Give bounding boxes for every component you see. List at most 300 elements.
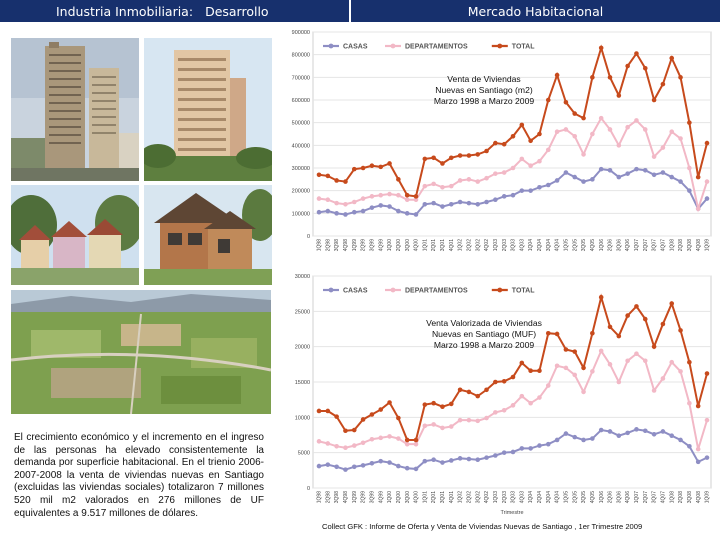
y-tick-label: 500000 [291,120,310,127]
data-point-casas [326,462,331,467]
data-point-total [678,328,683,333]
data-point-casas [352,210,357,215]
x-tick-label: 3Q02 [475,491,482,504]
x-tick-label: 4Q00 [413,491,420,504]
data-point-total [502,142,507,147]
section-right-title: Mercado Habitacional [467,3,604,19]
header-left [0,0,349,22]
x-tick-label: 1Q03 [492,239,499,252]
data-point-total [502,379,507,384]
x-tick-label: 2Q00 [395,239,402,252]
data-point-departamentos [661,145,666,150]
data-point-casas [652,173,657,178]
data-point-total [343,428,348,433]
data-point-total [440,161,445,166]
data-point-total [537,132,542,137]
data-point-total [449,402,454,407]
x-tick-label: 1Q08 [669,239,676,252]
data-point-departamentos [590,132,595,137]
data-point-casas [634,167,639,172]
data-point-departamentos [687,166,692,171]
data-point-departamentos [458,178,463,183]
data-point-departamentos [599,116,604,121]
x-tick-label: 1Q09 [704,239,711,252]
data-point-departamentos [669,129,674,134]
data-point-total [669,56,674,61]
data-point-casas [546,183,551,188]
x-tick-label: 2Q98 [325,491,332,504]
data-point-casas [608,168,613,173]
x-tick-label: 3Q04 [545,491,552,504]
x-tick-label: 2Q06 [607,491,614,504]
x-tick-label: 1Q06 [598,491,605,504]
data-point-total [520,361,525,366]
data-point-departamentos [484,176,489,181]
data-point-casas [334,465,339,470]
x-tick-label: 3Q01 [440,491,447,504]
data-point-departamentos [599,349,604,354]
data-point-departamentos [511,166,516,171]
data-point-departamentos [546,383,551,388]
data-point-total [564,100,569,105]
x-tick-label: 4Q03 [519,491,526,504]
data-point-total [352,428,357,433]
data-point-casas [669,175,674,180]
data-point-casas [555,438,560,443]
data-point-total [687,360,692,365]
y-tick-label: 15000 [294,380,310,386]
data-point-total [414,194,419,199]
x-axis-label: Trimestre [500,510,524,516]
y-tick-label: 5000 [297,450,310,457]
x-tick-label: 3Q04 [545,239,552,252]
plot-frame [313,32,711,236]
data-point-casas [343,467,348,472]
chart-title-line: Venta Valorizada de Viviendas [426,318,542,328]
data-point-total [643,317,648,322]
x-tick-label: 3Q05 [581,491,588,504]
data-point-casas [326,209,331,214]
data-point-casas [581,438,586,443]
body-paragraph: El crecimiento económico y el incremento en el ingreso de las personas ha elevado consistentemente la demanda por superficie habitacional. En el trienio 2006-2007-2008 la venta de viviendas nuevas en Santiago (excluidas las viviendas sociales) totalizaron 7 millones 520 mil m2 valorados en 276 millones de UF equivalentes a 9.517 millones de dólares. [14,432,264,519]
x-tick-label: 1Q02 [457,239,464,252]
x-tick-label: 3Q00 [404,491,411,504]
data-point-total [361,166,366,171]
x-tick-label: 2Q98 [325,239,332,252]
data-point-departamentos [652,154,657,159]
x-tick-label: 3Q07 [651,491,658,504]
x-tick-label: 1Q00 [387,491,394,504]
data-point-casas [625,171,630,176]
data-point-casas [705,196,710,201]
data-point-total [431,156,436,161]
y-tick-label: 25000 [294,309,310,316]
x-tick-label: 1Q04 [528,238,535,252]
data-point-departamentos [634,351,639,356]
data-point-casas [669,433,674,438]
data-point-casas [378,203,383,208]
x-tick-label: 1Q01 [422,239,429,252]
data-point-casas [484,455,489,460]
data-point-casas [317,210,322,215]
data-point-departamentos [361,196,366,201]
x-tick-label: 2Q05 [572,491,579,504]
legend-marker-total [497,44,502,49]
data-point-casas [678,438,683,443]
x-tick-label: 4Q02 [484,491,491,504]
data-point-casas [528,446,533,451]
data-point-departamentos [546,148,551,153]
legend-label-total: TOTAL [511,287,535,295]
x-tick-label: 3Q06 [616,491,623,504]
photo-brick-house [144,185,272,285]
data-point-casas [590,177,595,182]
data-point-total [528,368,533,373]
y-tick-label: 10000 [294,415,310,422]
data-point-total [493,380,498,385]
legend-marker-casas [329,44,334,49]
x-tick-label: 1Q99 [351,491,358,504]
data-point-casas [352,465,357,470]
data-point-departamentos [528,163,533,168]
x-tick-label: 1Q08 [669,491,676,504]
data-point-departamentos [669,360,674,365]
data-point-departamentos [661,376,666,381]
chart-title-line: Venta de Viviendas [447,74,521,84]
data-point-total [370,163,375,168]
x-tick-label: 3Q06 [616,239,623,252]
legend-marker-casas [329,288,334,293]
data-point-total [652,344,657,349]
data-point-total [625,64,630,69]
data-point-casas [493,197,498,202]
data-point-total [555,332,560,337]
data-point-departamentos [617,143,622,148]
data-point-departamentos [431,422,436,427]
x-tick-label: 2Q08 [678,491,685,504]
data-point-casas [634,427,639,432]
photo-aerial-suburb [11,290,271,414]
data-point-departamentos [326,441,331,446]
section-subtitle: Desarrollo [205,3,269,19]
data-point-total [661,322,666,327]
data-point-departamentos [678,369,683,374]
data-point-total [696,404,701,409]
data-point-total [493,141,498,146]
legend-marker-departamentos [391,44,396,49]
data-point-casas [449,202,454,207]
data-point-casas [564,431,569,436]
data-point-departamentos [326,197,331,202]
x-tick-label: 3Q00 [404,239,411,252]
data-point-departamentos [511,403,516,408]
data-point-casas [625,431,630,436]
data-point-total [590,75,595,80]
x-tick-label: 2Q04 [537,491,544,504]
data-point-total [687,120,692,125]
photo-townhouses [11,185,139,285]
data-point-total [696,175,701,180]
data-point-departamentos [581,152,586,157]
data-point-total [458,387,463,392]
x-tick-label: 1Q98 [316,239,323,252]
y-tick-label: 0 [306,486,310,492]
data-point-total [334,414,339,419]
data-point-total [484,387,489,392]
data-point-total [343,179,348,184]
data-point-departamentos [564,366,569,371]
data-point-casas [370,205,375,210]
data-point-total [537,368,542,373]
x-tick-label: 4Q02 [484,239,491,252]
data-point-total [705,141,710,146]
x-tick-label: 2Q07 [642,239,649,252]
legend-label-departamentos: DEPARTAMENTOS [405,43,468,51]
data-point-casas [387,460,392,465]
y-tick-label: 30000 [294,274,310,280]
x-tick-label: 4Q06 [625,239,632,252]
data-point-departamentos [502,170,507,175]
data-point-total [423,157,428,162]
y-tick-label: 800000 [291,52,310,59]
photo-highrise-building [144,38,272,181]
data-point-casas [678,179,683,184]
data-point-total [475,152,480,157]
data-point-departamentos [555,129,560,134]
data-point-total [599,46,604,51]
data-point-casas [343,212,348,217]
x-tick-label: 4Q04 [554,491,561,504]
data-point-departamentos [370,194,375,199]
data-point-departamentos [458,418,463,423]
data-point-departamentos [520,157,525,162]
data-point-casas [537,443,542,448]
data-point-casas [414,467,419,472]
data-point-casas [361,209,366,214]
y-tick-label: 300000 [291,166,310,172]
data-point-casas [696,460,701,465]
x-tick-label: 4Q03 [519,239,526,252]
data-point-departamentos [564,127,569,132]
data-point-departamentos [440,185,445,190]
data-point-casas [572,435,577,440]
x-tick-label: 2Q00 [395,491,402,504]
data-point-total [546,331,551,336]
data-point-total [423,402,428,407]
data-point-departamentos [696,207,701,212]
data-point-casas [317,464,322,469]
data-point-departamentos [502,408,507,413]
x-tick-label: 3Q98 [334,239,341,252]
data-point-departamentos [634,118,639,123]
x-tick-label: 4Q08 [695,239,702,252]
data-point-total [378,407,383,412]
legend-marker-total [497,288,502,293]
data-point-departamentos [572,373,577,378]
data-point-casas [599,167,604,172]
data-point-departamentos [625,359,630,364]
x-tick-label: 3Q08 [686,491,693,504]
data-point-casas [502,450,507,455]
x-tick-label: 4Q08 [695,491,702,504]
data-point-casas [555,178,560,183]
data-point-casas [440,204,445,209]
x-tick-label: 1Q05 [563,491,570,504]
data-point-departamentos [378,193,383,198]
data-point-departamentos [572,134,577,139]
data-point-total [414,438,419,443]
data-point-total [361,417,366,422]
data-point-casas [414,212,419,217]
x-tick-label: 1Q03 [492,491,499,504]
data-point-casas [617,433,622,438]
x-tick-label: 4Q05 [589,491,596,504]
data-point-total [378,165,383,170]
data-point-casas [661,170,666,175]
data-point-departamentos [449,184,454,189]
data-point-departamentos [405,442,410,447]
data-point-total [590,331,595,336]
data-point-departamentos [643,127,648,132]
data-point-departamentos [617,380,622,385]
data-point-casas [378,459,383,464]
data-point-departamentos [317,196,322,201]
data-point-casas [652,432,657,437]
data-point-casas [581,179,586,184]
data-point-casas [502,194,507,199]
data-point-total [608,325,613,330]
x-tick-label: 4Q00 [413,239,420,252]
data-point-departamentos [467,418,472,423]
x-tick-label: 2Q02 [466,491,473,504]
data-point-departamentos [352,200,357,205]
data-point-casas [387,204,392,209]
legend-label-total: TOTAL [511,43,535,51]
data-point-departamentos [484,416,489,421]
data-point-total [652,98,657,103]
x-tick-label: 1Q02 [457,491,464,504]
y-tick-label: 100000 [291,211,310,218]
x-tick-label: 4Q99 [378,239,385,252]
x-tick-label: 1Q07 [634,239,641,252]
x-tick-label: 1Q01 [422,491,429,504]
data-point-total [317,173,322,178]
y-tick-label: 900000 [291,30,310,36]
data-point-casas [423,459,428,464]
data-point-total [555,73,560,78]
data-point-total [511,134,516,139]
data-point-total [484,149,489,154]
data-point-departamentos [475,419,480,424]
data-point-departamentos [537,159,542,164]
data-point-casas [484,200,489,205]
data-point-casas [475,202,480,207]
x-tick-label: 2Q03 [501,239,508,252]
x-tick-label: 2Q02 [466,239,473,252]
data-point-departamentos [317,439,322,444]
data-point-casas [564,170,569,175]
header-right [349,0,720,22]
data-point-casas [643,168,648,173]
data-point-total [387,400,392,405]
data-point-casas [396,464,401,469]
data-point-total [678,75,683,80]
data-point-departamentos [352,443,357,448]
data-point-casas [590,436,595,441]
data-point-casas [617,175,622,180]
data-point-total [334,178,339,183]
x-tick-label: 4Q04 [554,239,561,252]
data-point-departamentos [467,177,472,182]
data-point-casas [687,444,692,449]
x-tick-label: 1Q05 [563,239,570,252]
chart-valorizada-muf [283,270,715,518]
data-point-total [449,156,454,161]
data-point-departamentos [555,363,560,368]
data-point-departamentos [608,362,613,367]
data-point-departamentos [608,127,613,132]
data-point-total [661,82,666,87]
header-bar [0,0,720,22]
y-tick-label: 0 [306,234,310,240]
x-tick-label: 3Q07 [651,239,658,252]
data-point-departamentos [431,182,436,187]
data-point-total [326,174,331,179]
data-point-total [370,412,375,417]
y-tick-label: 20000 [294,344,310,351]
data-point-total [326,409,331,414]
data-point-departamentos [449,424,454,429]
data-point-casas [493,453,498,458]
data-point-departamentos [705,418,710,423]
x-tick-label: 3Q03 [510,239,517,252]
data-point-departamentos [440,426,445,431]
data-point-departamentos [475,179,480,184]
x-tick-label: 4Q07 [660,491,667,504]
data-point-total [317,409,322,414]
data-point-total [511,375,516,380]
section-title: Industria Inmobiliaria: [56,3,194,19]
data-point-total [643,66,648,71]
data-point-departamentos [696,447,701,452]
chart-title-line: Nuevas en Santiago (MUF) [431,329,537,339]
data-point-total [528,139,533,144]
data-point-casas [511,193,516,198]
data-point-departamentos [705,179,710,184]
y-tick-label: 400000 [291,143,310,150]
data-point-total [520,123,525,128]
data-point-casas [520,188,525,193]
chart-muf-svg [283,270,715,518]
y-tick-label: 200000 [291,188,310,195]
data-point-total [467,390,472,395]
data-point-total [564,347,569,352]
data-point-casas [405,466,410,471]
data-point-departamentos [590,369,595,374]
data-point-departamentos [643,359,648,364]
data-point-casas [599,428,604,433]
legend-label-casas: CASAS [343,287,368,295]
data-point-departamentos [334,444,339,449]
data-point-casas [528,188,533,193]
legend-marker-departamentos [391,288,396,293]
data-point-total [396,416,401,421]
data-point-total [581,116,586,121]
data-point-departamentos [537,395,542,400]
y-tick-label: 600000 [291,98,310,104]
x-tick-label: 4Q06 [625,491,632,504]
x-tick-label: 4Q01 [448,491,455,504]
